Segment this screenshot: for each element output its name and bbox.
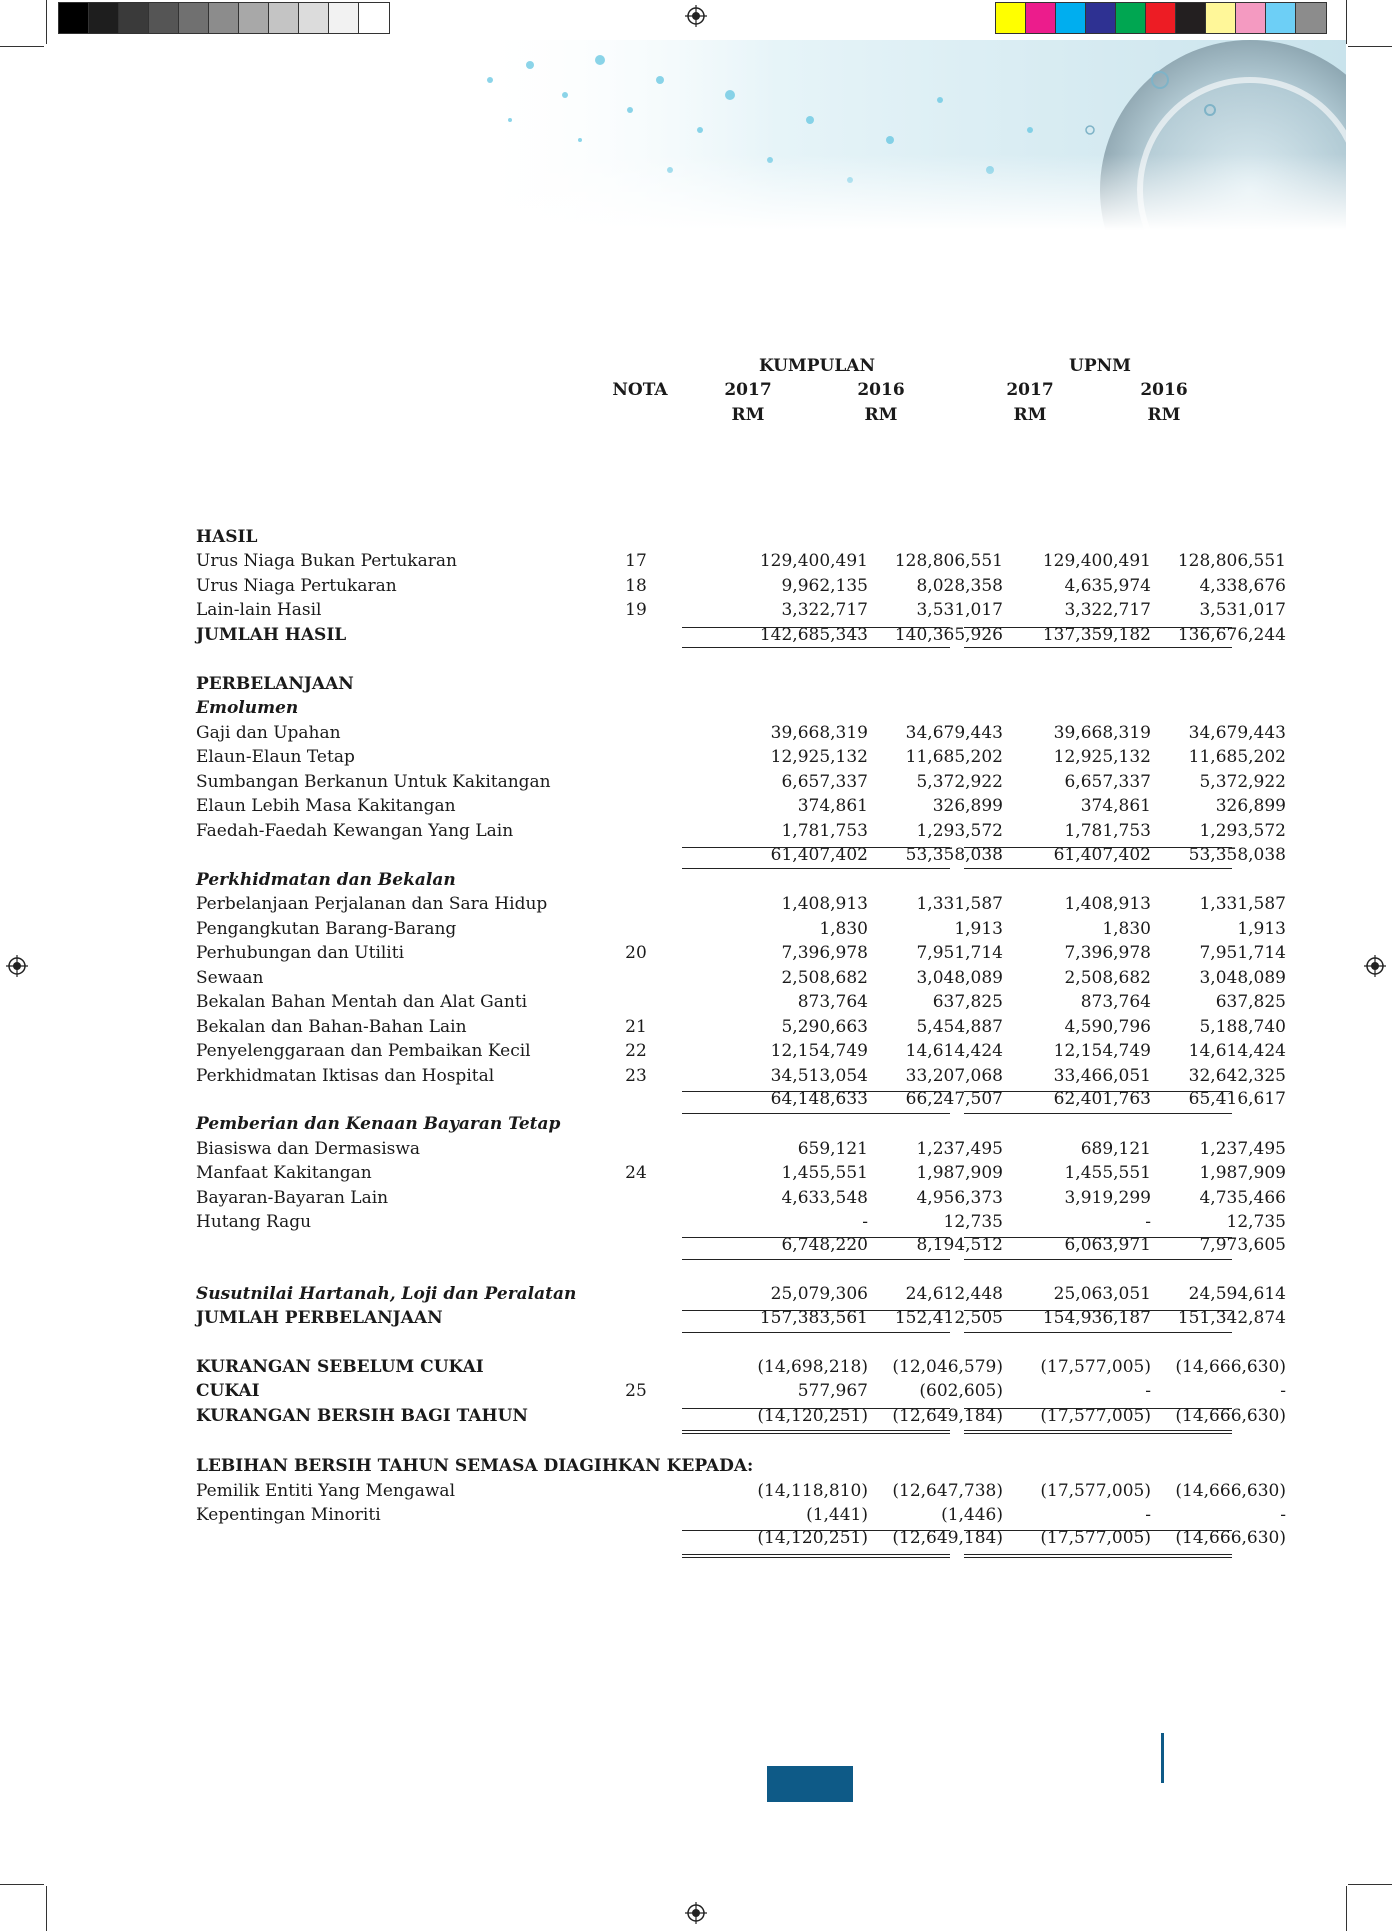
row-value: 7,951,714 — [916, 943, 1003, 963]
statement-row — [196, 1089, 1286, 1113]
row-value: 1,455,551 — [781, 1163, 868, 1183]
row-value: 5,454,887 — [916, 1017, 1003, 1037]
statement-row — [196, 747, 1286, 771]
row-value: 5,372,922 — [916, 772, 1003, 792]
row-value: 12,735 — [943, 1212, 1003, 1232]
row-value: - — [862, 1212, 868, 1232]
row-value: 8,194,512 — [916, 1235, 1003, 1255]
statement-row — [196, 1456, 1232, 1480]
row-value: 12,154,749 — [1053, 1041, 1151, 1061]
row-value: - — [1145, 1381, 1151, 1401]
row-value: 25,063,051 — [1053, 1284, 1151, 1304]
statement-row — [196, 1163, 1286, 1187]
row-label: Urus Niaga Pertukaran — [196, 576, 397, 596]
row-value: 14,614,424 — [905, 1041, 1003, 1061]
row-value: 1,331,587 — [916, 894, 1003, 914]
row-value: 2,508,682 — [1064, 968, 1151, 988]
row-value: 39,668,319 — [770, 723, 868, 743]
row-value: (12,647,738) — [892, 1481, 1003, 1501]
row-label: Perbelanjaan Perjalanan dan Sara Hidup — [196, 894, 548, 914]
row-label: Hutang Ragu — [196, 1212, 312, 1232]
statement-row — [196, 796, 1286, 820]
row-value: 12,154,749 — [770, 1041, 868, 1061]
row-value: 577,967 — [797, 1381, 868, 1401]
row-value: 33,466,051 — [1053, 1066, 1151, 1086]
row-label: HASIL — [196, 527, 258, 547]
row-value: 1,293,572 — [916, 821, 1003, 841]
row-value: 4,338,676 — [1199, 576, 1286, 596]
row-value: 1,913 — [1237, 919, 1286, 939]
row-value: - — [1145, 1212, 1151, 1232]
row-value: 1,781,753 — [781, 821, 868, 841]
row-value: 34,513,054 — [770, 1066, 868, 1086]
statement-row — [196, 600, 1286, 624]
row-value: (1,441) — [806, 1505, 868, 1525]
row-value: 374,861 — [797, 796, 868, 816]
row-value: 61,407,402 — [770, 845, 868, 865]
row-label: Bekalan dan Bahan-Bahan Lain — [196, 1017, 467, 1037]
statement-row — [196, 1139, 1286, 1163]
row-value: 3,048,089 — [916, 968, 1003, 988]
row-value: 637,825 — [932, 992, 1003, 1012]
row-value: (602,605) — [919, 1381, 1003, 1401]
row-value: (14,118,810) — [757, 1481, 868, 1501]
row-label: Gaji dan Upahan — [196, 723, 341, 743]
row-value: 4,635,974 — [1064, 576, 1151, 596]
row-value: 12,925,132 — [1053, 747, 1151, 767]
column-header-unit: RM — [1013, 405, 1047, 425]
row-value: 1,830 — [1102, 919, 1151, 939]
row-value: 152,412,505 — [894, 1308, 1003, 1328]
row-value: 2,508,682 — [781, 968, 868, 988]
statement-row — [196, 1284, 1286, 1308]
row-label: KURANGAN BERSIH BAGI TAHUN — [196, 1406, 528, 1426]
row-label: Sumbangan Berkanun Untuk Kakitangan — [196, 772, 551, 792]
column-header-unit: RM — [731, 405, 765, 425]
row-value: 65,416,617 — [1188, 1089, 1286, 1109]
row-value: 1,408,913 — [1064, 894, 1151, 914]
row-value: (17,577,005) — [1040, 1481, 1151, 1501]
statement-row — [196, 943, 1286, 967]
row-value: (14,666,630) — [1175, 1528, 1286, 1548]
row-value: 34,679,443 — [1188, 723, 1286, 743]
row-value: (1,446) — [941, 1505, 1003, 1525]
row-label: Urus Niaga Bukan Pertukaran — [196, 551, 457, 571]
row-value: (14,666,630) — [1175, 1406, 1286, 1426]
row-value: 7,951,714 — [1199, 943, 1286, 963]
row-value: 5,188,740 — [1199, 1017, 1286, 1037]
row-value: 326,899 — [932, 796, 1003, 816]
row-value: 3,322,717 — [1064, 600, 1151, 620]
row-value: 3,048,089 — [1199, 968, 1286, 988]
row-label: CUKAI — [196, 1381, 260, 1401]
footer-divider — [1161, 1733, 1164, 1783]
row-value: 136,676,244 — [1177, 625, 1286, 645]
row-label: JUMLAH HASIL — [196, 625, 347, 645]
row-label: Elaun-Elaun Tetap — [196, 747, 355, 767]
row-note: 25 — [625, 1381, 647, 1401]
statement-row — [196, 992, 1286, 1016]
statement-row — [196, 845, 1286, 869]
row-label: Bekalan Bahan Mentah dan Alat Ganti — [196, 992, 528, 1012]
row-label: Perkhidmatan dan Bekalan — [196, 870, 456, 890]
row-note: 18 — [625, 576, 647, 596]
row-label: LEBIHAN BERSIH TAHUN SEMASA DIAGIHKAN KEPADA: — [196, 1456, 754, 1476]
row-value: 1,987,909 — [1199, 1163, 1286, 1183]
row-label: KURANGAN SEBELUM CUKAI — [196, 1357, 484, 1377]
row-value: (14,698,218) — [757, 1357, 868, 1377]
row-label: Pemilik Entiti Yang Mengawal — [196, 1481, 456, 1501]
statement-row — [196, 772, 1286, 796]
row-value: 24,594,614 — [1188, 1284, 1286, 1304]
row-value: 32,642,325 — [1188, 1066, 1286, 1086]
row-label: Lain-lain Hasil — [196, 600, 322, 620]
row-value: (17,577,005) — [1040, 1528, 1151, 1548]
column-header-year: 2016 — [1140, 380, 1188, 400]
row-label: JUMLAH PERBELANJAAN — [196, 1308, 443, 1328]
column-header-year: 2017 — [1006, 380, 1054, 400]
row-value: 11,685,202 — [905, 747, 1003, 767]
row-value: 11,685,202 — [1188, 747, 1286, 767]
row-value: 1,913 — [954, 919, 1003, 939]
statement-row — [196, 698, 1232, 722]
row-value: 142,685,343 — [759, 625, 868, 645]
row-value: 4,735,466 — [1199, 1188, 1286, 1208]
statement-row — [196, 1505, 1286, 1529]
statement-row — [196, 870, 1232, 894]
row-value: 24,612,448 — [905, 1284, 1003, 1304]
column-header-unit: RM — [1147, 405, 1181, 425]
statement-row — [196, 551, 1286, 575]
row-value: - — [1280, 1381, 1286, 1401]
row-value: 374,861 — [1080, 796, 1151, 816]
row-value: 1,293,572 — [1199, 821, 1286, 841]
statement-row — [196, 527, 1232, 551]
statement-row — [196, 894, 1286, 918]
row-value: 3,322,717 — [781, 600, 868, 620]
row-label: Pengangkutan Barang-Barang — [196, 919, 457, 939]
row-value: 53,358,038 — [905, 845, 1003, 865]
statement-row — [196, 674, 1232, 698]
statement-row — [196, 1212, 1286, 1236]
row-value: 4,633,548 — [781, 1188, 868, 1208]
statement-row — [196, 1308, 1286, 1332]
row-value: 154,936,187 — [1042, 1308, 1151, 1328]
statement-row — [196, 723, 1286, 747]
row-value: 1,237,495 — [1199, 1139, 1286, 1159]
row-note: 19 — [625, 600, 647, 620]
row-label: Emolumen — [196, 698, 299, 718]
row-value: 4,956,373 — [916, 1188, 1003, 1208]
statement-row — [196, 1188, 1286, 1212]
row-value: 1,781,753 — [1064, 821, 1151, 841]
row-value: 128,806,551 — [1177, 551, 1286, 571]
row-value: 33,207,068 — [905, 1066, 1003, 1086]
row-value: 8,028,358 — [916, 576, 1003, 596]
row-label: Sewaan — [196, 968, 264, 988]
row-value: 128,806,551 — [894, 551, 1003, 571]
row-value: 5,372,922 — [1199, 772, 1286, 792]
row-value: 4,590,796 — [1064, 1017, 1151, 1037]
row-value: (14,666,630) — [1175, 1481, 1286, 1501]
statement-row — [196, 625, 1286, 649]
row-value: 1,455,551 — [1064, 1163, 1151, 1183]
statement-row — [196, 1114, 1232, 1138]
row-note: 23 — [625, 1066, 647, 1086]
row-value: 6,748,220 — [781, 1235, 868, 1255]
row-label: PERBELANJAAN — [196, 674, 354, 694]
statement-row — [196, 1357, 1286, 1381]
row-value: 129,400,491 — [1042, 551, 1151, 571]
row-value: - — [1145, 1505, 1151, 1525]
row-value: 14,614,424 — [1188, 1041, 1286, 1061]
row-note: 17 — [625, 551, 647, 571]
row-value: 1,331,587 — [1199, 894, 1286, 914]
row-label: Pemberian dan Kenaan Bayaran Tetap — [196, 1114, 561, 1134]
row-label: Susutnilai Hartanah, Loji dan Peralatan — [196, 1284, 577, 1304]
row-value: 140,365,926 — [894, 625, 1003, 645]
statement-row — [196, 1041, 1286, 1065]
row-value: 157,383,561 — [759, 1308, 868, 1328]
statement-row — [196, 1481, 1286, 1505]
statement-row — [196, 1381, 1286, 1405]
statement-row — [196, 821, 1286, 845]
row-value: 7,396,978 — [781, 943, 868, 963]
row-value: 6,063,971 — [1064, 1235, 1151, 1255]
row-value: (12,046,579) — [892, 1357, 1003, 1377]
column-header-nota: NOTA — [612, 380, 668, 400]
row-value: 129,400,491 — [759, 551, 868, 571]
row-value: 151,342,874 — [1177, 1308, 1286, 1328]
row-value: 25,079,306 — [770, 1284, 868, 1304]
row-note: 24 — [625, 1163, 647, 1183]
row-value: 6,657,337 — [1064, 772, 1151, 792]
statement-row — [196, 919, 1286, 943]
row-value: 3,919,299 — [1064, 1188, 1151, 1208]
row-value: 12,735 — [1226, 1212, 1286, 1232]
row-label: Penyelenggaraan dan Pembaikan Kecil — [196, 1041, 531, 1061]
statement-row — [196, 1235, 1286, 1259]
statement-row — [196, 576, 1286, 600]
row-value: (14,120,251) — [757, 1406, 868, 1426]
row-value: (17,577,005) — [1040, 1406, 1151, 1426]
row-label: Faedah-Faedah Kewangan Yang Lain — [196, 821, 514, 841]
row-value: (14,666,630) — [1175, 1357, 1286, 1377]
row-value: 5,290,663 — [781, 1017, 868, 1037]
row-label: Perkhidmatan Iktisas dan Hospital — [196, 1066, 495, 1086]
row-value: (17,577,005) — [1040, 1357, 1151, 1377]
column-group-upnm: UPNM — [1069, 356, 1131, 376]
row-note: 22 — [625, 1041, 647, 1061]
row-note: 20 — [625, 943, 647, 963]
row-value: 66,247,507 — [905, 1089, 1003, 1109]
statement-row — [196, 1066, 1286, 1090]
row-value: 61,407,402 — [1053, 845, 1151, 865]
row-value: - — [1280, 1505, 1286, 1525]
row-value: 873,764 — [797, 992, 868, 1012]
column-header-year: 2016 — [857, 380, 905, 400]
row-value: 873,764 — [1080, 992, 1151, 1012]
row-label: Bayaran-Bayaran Lain — [196, 1188, 389, 1208]
row-value: 53,358,038 — [1188, 845, 1286, 865]
row-value: 689,121 — [1080, 1139, 1151, 1159]
row-value: (12,649,184) — [892, 1406, 1003, 1426]
row-value: 137,359,182 — [1042, 625, 1151, 645]
statement-row — [196, 1406, 1286, 1430]
row-value: 62,401,763 — [1053, 1089, 1151, 1109]
row-value: (12,649,184) — [892, 1528, 1003, 1548]
row-value: 7,396,978 — [1064, 943, 1151, 963]
row-value: 64,148,633 — [770, 1089, 868, 1109]
statement-row — [196, 1528, 1286, 1552]
row-value: 1,830 — [819, 919, 868, 939]
row-label: Elaun Lebih Masa Kakitangan — [196, 796, 456, 816]
row-value: 12,925,132 — [770, 747, 868, 767]
row-value: (14,120,251) — [757, 1528, 868, 1548]
row-value: 7,973,605 — [1199, 1235, 1286, 1255]
row-value: 659,121 — [797, 1139, 868, 1159]
row-value: 6,657,337 — [781, 772, 868, 792]
row-value: 1,408,913 — [781, 894, 868, 914]
page-number-box — [767, 1766, 853, 1802]
row-value: 1,987,909 — [916, 1163, 1003, 1183]
row-label: Manfaat Kakitangan — [196, 1163, 372, 1183]
row-value: 3,531,017 — [916, 600, 1003, 620]
row-note: 21 — [625, 1017, 647, 1037]
row-value: 1,237,495 — [916, 1139, 1003, 1159]
row-value: 39,668,319 — [1053, 723, 1151, 743]
row-value: 34,679,443 — [905, 723, 1003, 743]
column-header-year: 2017 — [724, 380, 772, 400]
row-value: 637,825 — [1215, 992, 1286, 1012]
column-header-unit: RM — [864, 405, 898, 425]
row-value: 3,531,017 — [1199, 600, 1286, 620]
row-label: Biasiswa dan Dermasiswa — [196, 1139, 421, 1159]
row-label: Perhubungan dan Utiliti — [196, 943, 405, 963]
column-group-kumpulan: KUMPULAN — [758, 356, 876, 376]
row-value: 326,899 — [1215, 796, 1286, 816]
statement-row — [196, 968, 1286, 992]
row-value: 9,962,135 — [781, 576, 868, 596]
statement-row — [196, 1017, 1286, 1041]
row-label: Kepentingan Minoriti — [196, 1505, 381, 1525]
